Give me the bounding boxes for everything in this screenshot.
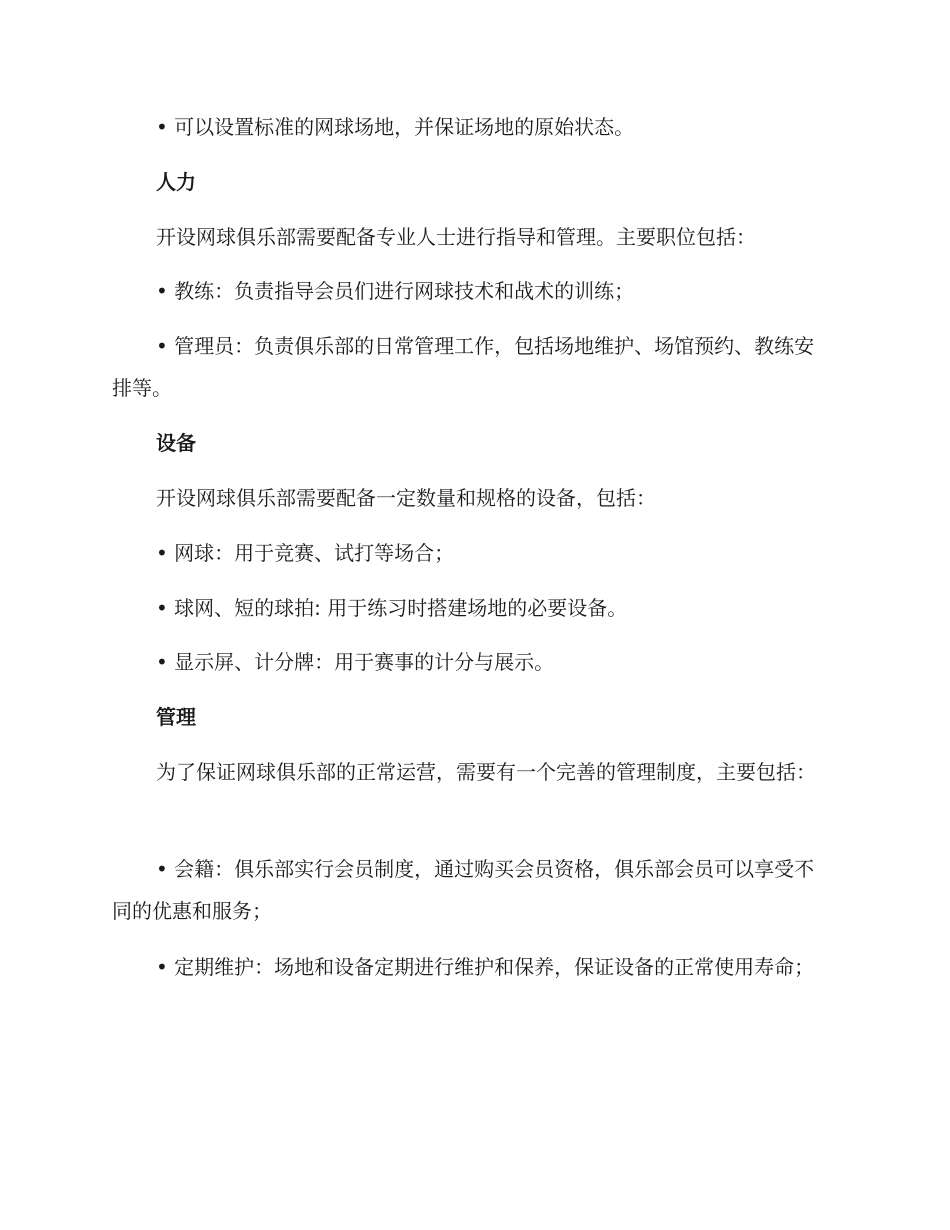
section-heading-equipment: 设备 bbox=[156, 431, 196, 455]
bullet-membership: • 会籍：俱乐部实行会员制度，通过购买会员资格，俱乐部会员可以享受不同的优惠和服务； bbox=[112, 857, 815, 923]
bullet-administrator: • 管理员：负责俱乐部的日常管理工作，包括场地维护、场馆预约、教练安排等。 bbox=[112, 334, 815, 400]
paragraph-management-intro: 为了保证网球俱乐部的正常运营，需要有一个完善的管理制度，主要包括： bbox=[156, 760, 816, 784]
bullet-coach: • 教练：负责指导会员们进行网球技术和战术的训练； bbox=[156, 279, 635, 303]
section-heading-manpower: 人力 bbox=[156, 170, 196, 194]
section-heading-management: 管理 bbox=[156, 705, 196, 729]
paragraph-equipment-intro: 开设网球俱乐部需要配备一定数量和规格的设备，包括： bbox=[156, 486, 656, 510]
paragraph-manpower-intro: 开设网球俱乐部需要配备专业人士进行指导和管理。主要职位包括： bbox=[156, 225, 756, 249]
bullet-maintenance: • 定期维护：场地和设备定期进行维护和保养，保证设备的正常使用寿命； bbox=[156, 955, 815, 979]
bullet-standard-court: • 可以设置标准的网球场地，并保证场地的原始状态。 bbox=[156, 115, 635, 139]
bullet-tennis-balls: • 网球：用于竞赛、试打等场合； bbox=[156, 541, 455, 565]
bullet-scoreboard: • 显示屏、计分牌：用于赛事的计分与展示。 bbox=[156, 650, 555, 674]
bullet-nets-rackets: • 球网、短的球拍: 用于练习时搭建场地的必要设备。 bbox=[156, 596, 628, 620]
